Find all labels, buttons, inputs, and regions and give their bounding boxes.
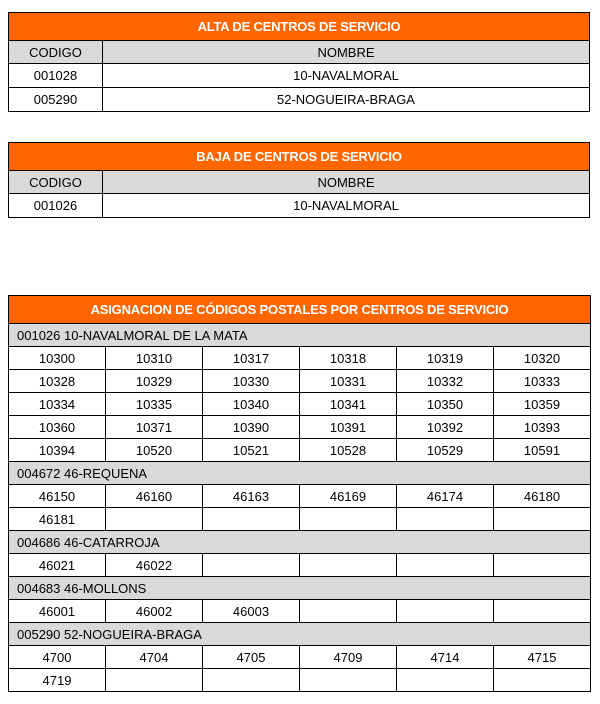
group-row xyxy=(9,324,591,347)
group-row xyxy=(9,462,591,485)
postal-code-cell: 4715 xyxy=(494,646,591,669)
postal-code-cell: 10340 xyxy=(203,393,300,416)
empty-cell xyxy=(203,508,300,531)
table-row xyxy=(9,485,591,508)
empty-cell xyxy=(203,669,300,692)
postal-code-cell: 10371 xyxy=(106,416,203,439)
empty-cell xyxy=(300,554,397,577)
alta-nombre: 52-NOGUEIRA-BRAGA xyxy=(103,88,590,112)
empty-cell xyxy=(300,508,397,531)
postal-code-cell: 46160 xyxy=(106,485,203,508)
empty-cell xyxy=(300,669,397,692)
group-row xyxy=(9,531,591,554)
empty-cell xyxy=(397,508,494,531)
postal-code-cell: 46150 xyxy=(9,485,106,508)
table-row xyxy=(9,194,590,218)
postal-code-cell: 10320 xyxy=(494,347,591,370)
postal-code-cell: 10350 xyxy=(397,393,494,416)
postal-code-cell: 10333 xyxy=(494,370,591,393)
postal-code-cell: 4714 xyxy=(397,646,494,669)
baja-codigo: 001026 xyxy=(9,194,103,218)
alta-codigo: 005290 xyxy=(9,88,103,112)
empty-cell xyxy=(494,669,591,692)
table-row xyxy=(9,554,591,577)
empty-cell xyxy=(397,554,494,577)
alta-col-nombre: NOMBRE xyxy=(103,41,590,64)
table-row xyxy=(9,669,591,692)
postal-code-cell: 4705 xyxy=(203,646,300,669)
empty-cell xyxy=(494,508,591,531)
group-row xyxy=(9,623,591,646)
postal-code-cell: 10528 xyxy=(300,439,397,462)
postal-code-cell: 10317 xyxy=(203,347,300,370)
baja-title: BAJA DE CENTROS DE SERVICIO xyxy=(9,143,590,171)
postal-code-cell: 10330 xyxy=(203,370,300,393)
postal-code-cell: 10334 xyxy=(9,393,106,416)
table-row xyxy=(9,370,591,393)
empty-cell xyxy=(494,554,591,577)
table-row xyxy=(9,347,591,370)
group-label: 004683 46-MOLLONS xyxy=(9,577,591,600)
asignacion-title: ASIGNACION DE CÓDIGOS POSTALES POR CENTROS DE SERVICIO xyxy=(9,296,591,324)
empty-cell xyxy=(203,554,300,577)
alta-title: ALTA DE CENTROS DE SERVICIO xyxy=(9,13,590,41)
baja-nombre: 10-NAVALMORAL xyxy=(103,194,590,218)
postal-code-cell: 4719 xyxy=(9,669,106,692)
postal-code-cell: 10329 xyxy=(106,370,203,393)
table-row xyxy=(9,508,591,531)
postal-code-cell: 4700 xyxy=(9,646,106,669)
postal-code-cell: 4704 xyxy=(106,646,203,669)
postal-code-cell: 10328 xyxy=(9,370,106,393)
table-row xyxy=(9,393,591,416)
table-row xyxy=(9,416,591,439)
postal-code-cell: 10310 xyxy=(106,347,203,370)
postal-code-cell: 4709 xyxy=(300,646,397,669)
asignacion-table xyxy=(8,295,591,692)
alta-nombre: 10-NAVALMORAL xyxy=(103,64,590,88)
empty-cell xyxy=(494,600,591,623)
empty-cell xyxy=(300,600,397,623)
postal-code-cell: 10521 xyxy=(203,439,300,462)
empty-cell xyxy=(397,669,494,692)
postal-code-cell: 46002 xyxy=(106,600,203,623)
postal-code-cell: 10591 xyxy=(494,439,591,462)
postal-code-cell: 10391 xyxy=(300,416,397,439)
postal-code-cell: 10341 xyxy=(300,393,397,416)
baja-col-codigo: CODIGO xyxy=(9,171,103,194)
group-label: 004686 46-CATARROJA xyxy=(9,531,591,554)
postal-code-cell: 10331 xyxy=(300,370,397,393)
postal-code-cell: 46021 xyxy=(9,554,106,577)
postal-code-cell: 46174 xyxy=(397,485,494,508)
table-row xyxy=(9,88,590,112)
postal-code-cell: 10394 xyxy=(9,439,106,462)
postal-code-cell: 46180 xyxy=(494,485,591,508)
alta-col-codigo: CODIGO xyxy=(9,41,103,64)
postal-code-cell: 10393 xyxy=(494,416,591,439)
alta-codigo: 001028 xyxy=(9,64,103,88)
postal-code-cell: 10520 xyxy=(106,439,203,462)
group-row xyxy=(9,577,591,600)
postal-code-cell: 10359 xyxy=(494,393,591,416)
group-label: 001026 10-NAVALMORAL DE LA MATA xyxy=(9,324,591,347)
postal-code-cell: 10392 xyxy=(397,416,494,439)
postal-code-cell: 46169 xyxy=(300,485,397,508)
postal-code-cell: 46163 xyxy=(203,485,300,508)
table-row xyxy=(9,646,591,669)
postal-code-cell: 46001 xyxy=(9,600,106,623)
table-row xyxy=(9,439,591,462)
group-label: 004672 46-REQUENA xyxy=(9,462,591,485)
empty-cell xyxy=(106,508,203,531)
postal-code-cell: 10318 xyxy=(300,347,397,370)
table-row xyxy=(9,600,591,623)
postal-code-cell: 10335 xyxy=(106,393,203,416)
postal-code-cell: 46003 xyxy=(203,600,300,623)
postal-code-cell: 46181 xyxy=(9,508,106,531)
empty-cell xyxy=(397,600,494,623)
table-row xyxy=(9,64,590,88)
postal-code-cell: 10300 xyxy=(9,347,106,370)
postal-code-cell: 10360 xyxy=(9,416,106,439)
postal-code-cell: 10390 xyxy=(203,416,300,439)
alta-table xyxy=(8,12,590,112)
postal-code-cell: 10529 xyxy=(397,439,494,462)
baja-col-nombre: NOMBRE xyxy=(103,171,590,194)
group-label: 005290 52-NOGUEIRA-BRAGA xyxy=(9,623,591,646)
baja-table xyxy=(8,142,590,218)
postal-code-cell: 46022 xyxy=(106,554,203,577)
postal-code-cell: 10319 xyxy=(397,347,494,370)
postal-code-cell: 10332 xyxy=(397,370,494,393)
empty-cell xyxy=(106,669,203,692)
